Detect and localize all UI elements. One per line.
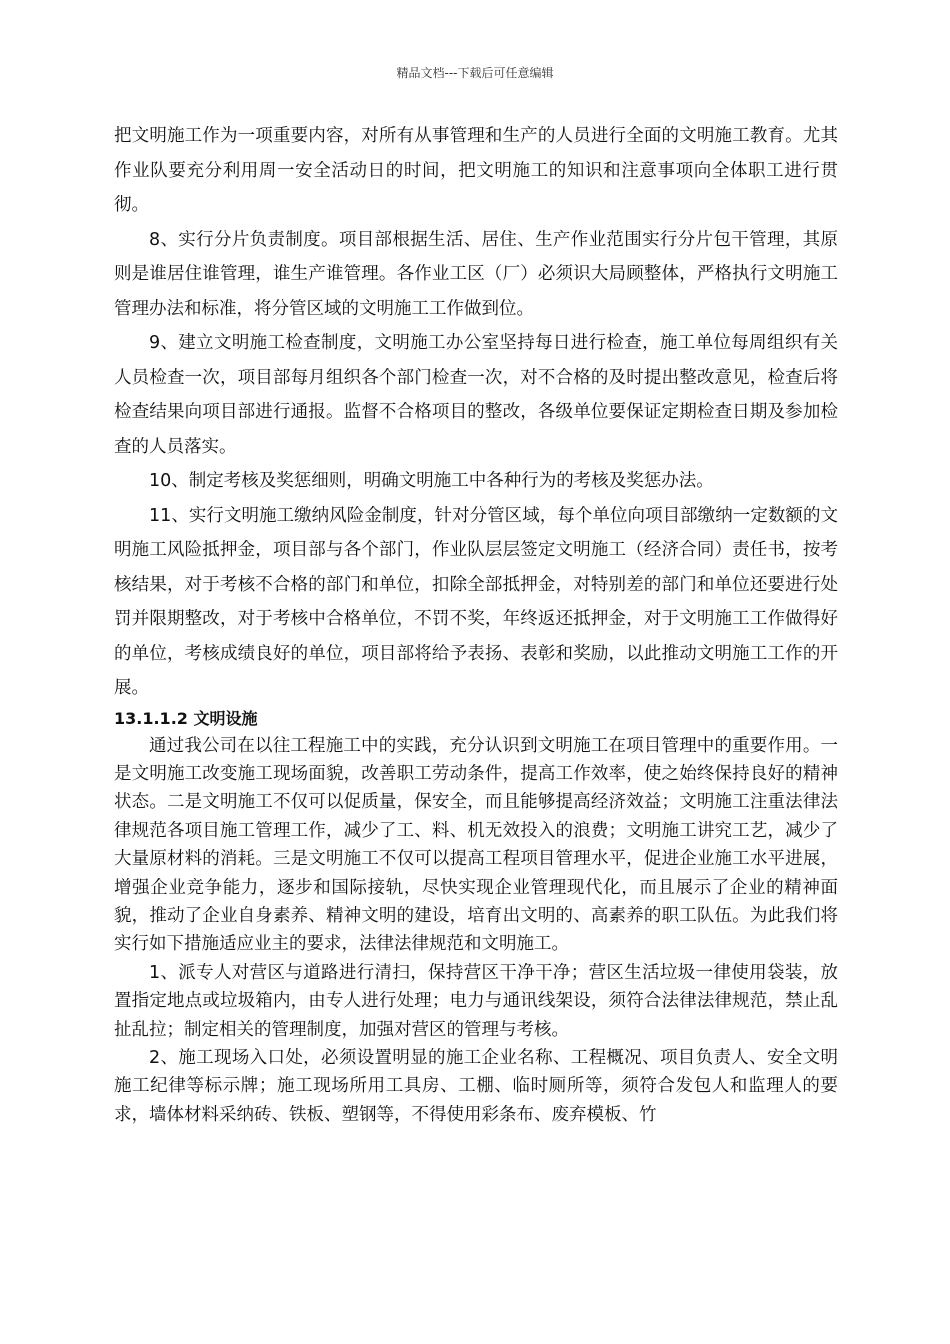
paragraph-measure-2: 2、施工现场入口处，必须设置明显的施工企业名称、工程概况、项目负责人、安全文明施工纪律等标示牌；施工现场所用工具房、工棚、临时厕所等，须符合发包人和监理人的要求，墙体材料采纳砖、铁板、塑钢等，不得使用彩条布、废弃模板、竹 [114,1047,838,1125]
paragraph-measure-1: 1、派专人对营区与道路进行清扫，保持营区干净干净；营区生活垃圾一律使用袋装，放置指定地点或垃圾箱内，由专人进行处理；电力与通讯线架设，须符合法律法律规范，禁止乱扯乱拉；制定相关的管理制度，加强对营区的管理与考核。 [114,962,838,1040]
page-header: 精品文档---下载后可任意编辑 [396,66,554,80]
paragraph-continuation: 把文明施工作为一项重要内容，对所有从事管理和生产的人员进行全面的文明施工教育。尤其作业队要充分利用周一安全活动日的时间，把文明施工的知识和注意事项向全体职工进行贯彻。 [114,126,838,215]
paragraph-item-11: 11、实行文明施工缴纳风险金制度，针对分管区域，每个单位向项目部缴纳一定数额的文明施工风险抵押金，项目部与各个部门，作业队层层签定文明施工（经济合同）责任书，按考核结果，对于考核不合格的部门和单位，扣除全部抵押金，对特别差的部门和单位还要进行处罚并限期整改，对于考核中合格单位，不罚不奖，年终返还抵押金，对于文明施工工作做得好的单位，考核成绩良好的单位，项目部将给予表扬、表彰和奖励，以此推动文明施工工作的开展。 [114,505,838,698]
paragraph-item-10: 10、制定考核及奖惩细则，明确文明施工中各种行为的考核及奖惩办法。 [149,471,714,491]
paragraph-intro: 通过我公司在以往工程施工中的实践，充分认识到文明施工在项目管理中的重要作用。一是文明施工改变施工现场面貌，改善职工劳动条件，提高工作效率，使之始终保持良好的精神状态。二是文明施工不仅可以促质量，保安全，而且能够提高经济效益；文明施工注重法律法律规范各项目施工管理工作，减少了工、料、机无效投入的浪费；文明施工讲究工艺，减少了大量原材料的消耗。三是文明施工不仅可以提高工程项目管理水平，促进企业施工水平进展，增强企业竞争能力，逐步和国际接轨，尽快实现企业管理现代化，而且展示了企业的精神面貌，推动了企业自身素养、精神文明的建设，培育出文明的、高素养的职工队伍。为此我们将实行如下措施适应业主的要求，法律法律规范和文明施工。 [114,735,838,955]
document-body [114,119,838,1129]
section-heading: 13.1.1.2 文明设施 [114,708,258,728]
paragraph-item-8: 8、实行分片负责制度。项目部根据生活、居住、生产作业范围实行分片包干管理，其原则是谁居住谁管理，谁生产谁管理。各作业工区（厂）必须识大局顾整体，严格执行文明施工管理办法和标准，将分管区域的文明施工工作做到位。 [114,229,838,319]
paragraph-item-9: 9、建立文明施工检查制度，文明施工办公室坚持每日进行检查，施工单位每周组织有关人员检查一次，项目部每月组织各个部门检查一次，对不合格的及时提出整改意见，检查后将检查结果向项目部进行通报。监督不合格项目的整改，各级单位要保证定期检查日期及参加检查的人员落实。 [114,333,838,457]
